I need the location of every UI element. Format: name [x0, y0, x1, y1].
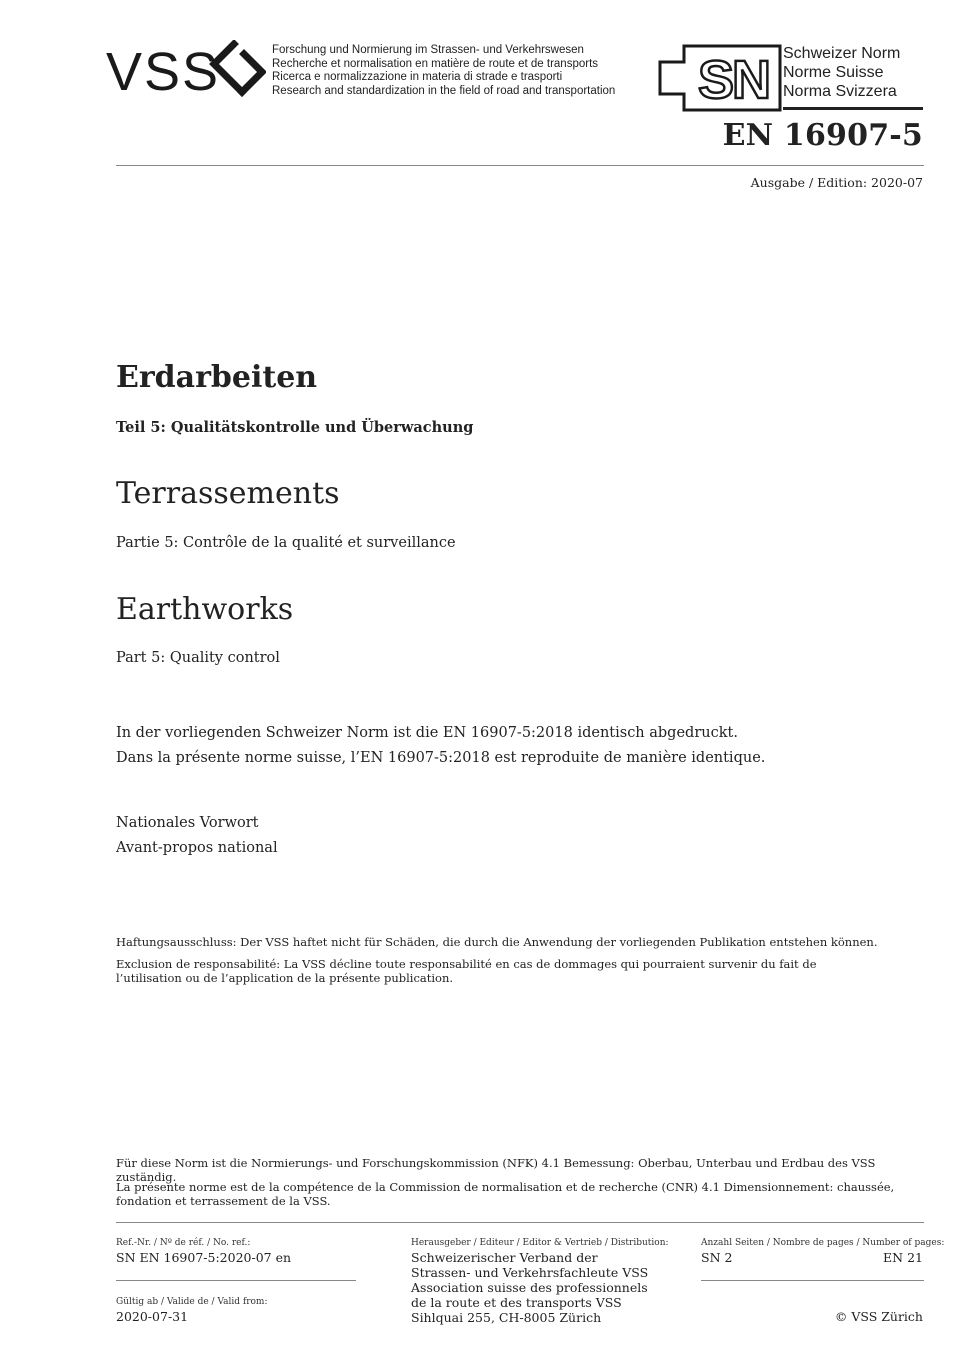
reference-label: Ref.-Nr. / Nº de réf. / No. ref.:	[116, 1238, 251, 1248]
page-count-sn: SN 2	[701, 1250, 733, 1265]
valid-from-date: 2020-07-31	[116, 1309, 189, 1324]
identical-notice	[116, 721, 765, 771]
publisher-line: de la route et des transports VSS	[411, 1295, 622, 1310]
committee-de: Für diese Norm ist die Normierungs- und Forschungskommission (NFK) 4.1 Bemessung: Oberbau, Unterbau und Erdbau des VSS zuständig.	[116, 1156, 876, 1184]
subtitle-de: Teil 5: Qualitätskontrolle und Überwachung	[116, 419, 474, 436]
page-count-label: Anzahl Seiten / Nombre de pages / Number of pages:	[701, 1238, 945, 1248]
publisher-line: Strassen- und Verkehrsfachleute VSS	[411, 1265, 649, 1280]
footer-divider	[116, 1222, 924, 1223]
sn-logo-text: SN	[698, 50, 770, 110]
publisher-line: Association suisse des professionnels	[411, 1280, 648, 1295]
tagline-en: Research and standardization in the field of road and transportation	[272, 84, 616, 97]
national-foreword	[116, 811, 278, 861]
vss-logo	[106, 40, 266, 100]
sn-name-de: Schweizer Norm	[783, 45, 901, 62]
tagline-fr: Recherche et normalisation en matière de route et de transports	[272, 57, 599, 70]
subtitle-en: Part 5: Quality control	[116, 650, 280, 666]
sn-name-it: Norma Svizzera	[783, 83, 897, 100]
publisher-label: Herausgeber / Editeur / Editor & Vertrieb / Distribution:	[411, 1238, 669, 1248]
title-fr: Terrassements	[116, 476, 340, 511]
subtitle-fr: Partie 5: Contrôle de la qualité et surveillance	[116, 535, 456, 551]
page-count-divider	[701, 1280, 924, 1281]
title-de: Erdarbeiten	[116, 360, 318, 395]
publisher-line: Sihlquai 255, CH-8005 Zürich	[411, 1310, 602, 1325]
header-divider	[116, 165, 924, 166]
publisher-line: Schweizerischer Verband der	[411, 1250, 598, 1265]
vss-logo-text: VSS	[106, 42, 221, 100]
disclaimer-de: Haftungsausschluss: Der VSS haftet nicht für Schäden, die durch die Anwendung der vorliegenden Publikation entstehen können.	[116, 935, 878, 949]
foreword-de: Nationales Vorwort	[116, 815, 259, 831]
vss-tagline	[272, 44, 615, 98]
vss-chevron-icon	[214, 44, 262, 92]
document-number: EN 16907-5	[722, 118, 923, 153]
identical-notice-fr: Dans la présente norme suisse, l’EN 16907-5:2018 est reproduite de manière identique.	[116, 750, 766, 766]
tagline-de: Forschung und Normierung im Strassen- und Verkehrswesen	[272, 44, 584, 56]
reference-number: SN EN 16907-5:2020-07 en	[116, 1250, 292, 1265]
foreword-fr: Avant-propos national	[116, 840, 278, 856]
copyright-notice: © VSS Zürich	[834, 1309, 923, 1324]
identical-notice-de: In der vorliegenden Schweizer Norm ist die EN 16907-5:2018 identisch abgedruckt.	[116, 725, 738, 741]
sn-logo	[658, 44, 786, 112]
page-count-en: EN 21	[883, 1250, 923, 1265]
sn-name-fr: Norme Suisse	[783, 64, 884, 81]
committee-fr: La présente norme est de la compétence de la Commission de normalisation et de recherche (CNR) 4.1 Dimensionnement: chaussée, fondation et terrassement de la VSS.	[116, 1180, 895, 1208]
reference-divider	[116, 1280, 356, 1281]
sn-names	[783, 44, 900, 101]
publisher-address	[411, 1250, 648, 1325]
valid-from-label: Gültig ab / Valide de / Valid from:	[116, 1297, 268, 1307]
sn-underline	[783, 107, 923, 110]
edition-date: Ausgabe / Edition: 2020-07	[750, 175, 923, 190]
disclaimer-fr: Exclusion de responsabilité: La VSS décline toute responsabilité en cas de dommages qui pourraient survenir du fait de l’utilisation ou de l’application de la présente publication.	[116, 957, 817, 985]
title-en: Earthworks	[116, 592, 294, 627]
tagline-it: Ricerca e normalizzazione in materia di strade e trasporti	[272, 71, 563, 83]
